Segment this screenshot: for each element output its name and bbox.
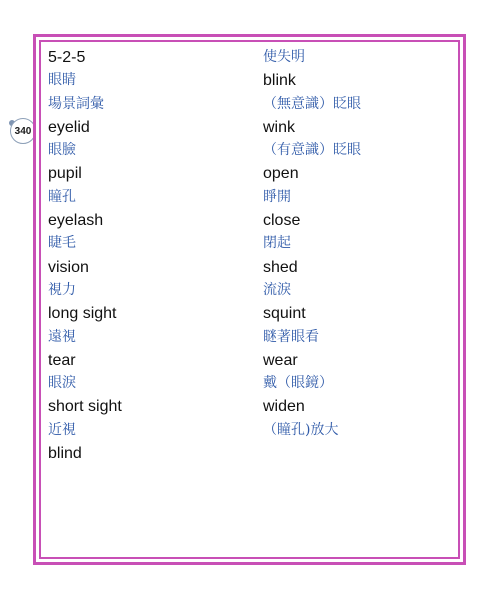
english-term: 5-2-5 <box>48 49 86 66</box>
english-term: tear <box>48 351 76 369</box>
english-term: wear <box>263 351 298 369</box>
english-term: shed <box>263 258 298 276</box>
english-term: long sight <box>48 305 117 323</box>
english-term: eyelash <box>48 212 104 230</box>
english-term: pupil <box>48 165 82 183</box>
chinese-term: 睫毛 <box>48 235 76 252</box>
english-term: wink <box>263 118 296 136</box>
chinese-term: 眼臉 <box>48 142 76 159</box>
english-term: eyelid <box>48 118 90 136</box>
english-term: vision <box>48 258 89 276</box>
english-term: squint <box>263 305 306 323</box>
chinese-term: 場景詞彙 <box>48 95 104 112</box>
english-term: widen <box>263 398 305 416</box>
chinese-term: 使失明 <box>263 49 305 65</box>
chinese-term: （有意識）眨眼 <box>263 142 361 159</box>
chinese-term: 瞇著眼看 <box>263 328 319 345</box>
chinese-term: 戴（眼鏡） <box>263 375 333 392</box>
english-term: blind <box>48 445 82 463</box>
chinese-term: 遠視 <box>48 328 76 345</box>
chinese-term: 眼睛 <box>48 72 76 89</box>
chinese-term: 閉起 <box>263 235 291 252</box>
chinese-term: 視力 <box>48 281 76 298</box>
right-vocabulary-column <box>263 46 361 442</box>
chinese-term: 睜開 <box>263 188 291 205</box>
english-term: blink <box>263 72 296 90</box>
chinese-term: 眼淚 <box>48 375 76 392</box>
left-vocabulary-column <box>48 46 122 465</box>
chinese-term: 流淚 <box>263 281 291 298</box>
english-term: close <box>263 212 301 230</box>
page-number: 340 <box>14 125 32 137</box>
english-term: open <box>263 165 299 183</box>
chinese-term: （瞳孔)放大 <box>263 421 339 438</box>
english-term: short sight <box>48 398 122 416</box>
chinese-term: 近視 <box>48 421 76 438</box>
chinese-term: （無意識）眨眼 <box>263 95 361 112</box>
chinese-term: 瞳孔 <box>48 188 76 205</box>
